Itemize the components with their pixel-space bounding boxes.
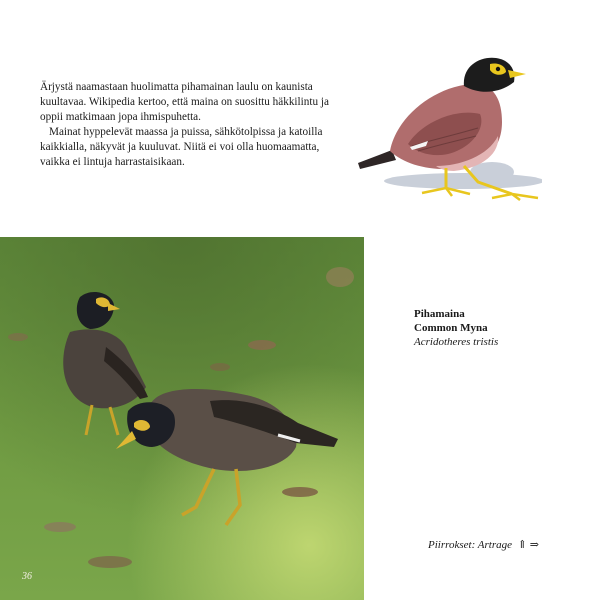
credit-text: Piirrokset: Artrage <box>428 539 513 551</box>
scientific-name: Acridotheres tristis <box>414 336 499 348</box>
illustration-credit <box>428 538 539 551</box>
arrow-icons: ⇑ ⇒ <box>517 539 539 551</box>
intro-paragraph-2: Mainat hyppelevät maassa ja puissa, sähkötolpissa ja katoilla kaikkialla, näkyvät ja kuuluvat. Niitä ei voi olla huomaamatta, vaikka ei lintuja harrastaisikaan. <box>40 126 323 168</box>
myna-drawing <box>352 48 542 210</box>
myna-photo <box>0 237 364 600</box>
intro-text <box>40 80 330 170</box>
page-number: 36 <box>22 571 32 582</box>
intro-paragraph-1: Ärjystä naamastaan huolimatta pihamainan laulu on kaunista kuultavaa. Wikipedia kertoo, että maina on suosittu häkkilintu ja oppii matkimaan jopa ihmispuhetta. <box>40 81 329 123</box>
species-caption <box>414 307 498 349</box>
finnish-name: Pihamaina <box>414 308 465 320</box>
english-name: Common Myna <box>414 322 488 334</box>
